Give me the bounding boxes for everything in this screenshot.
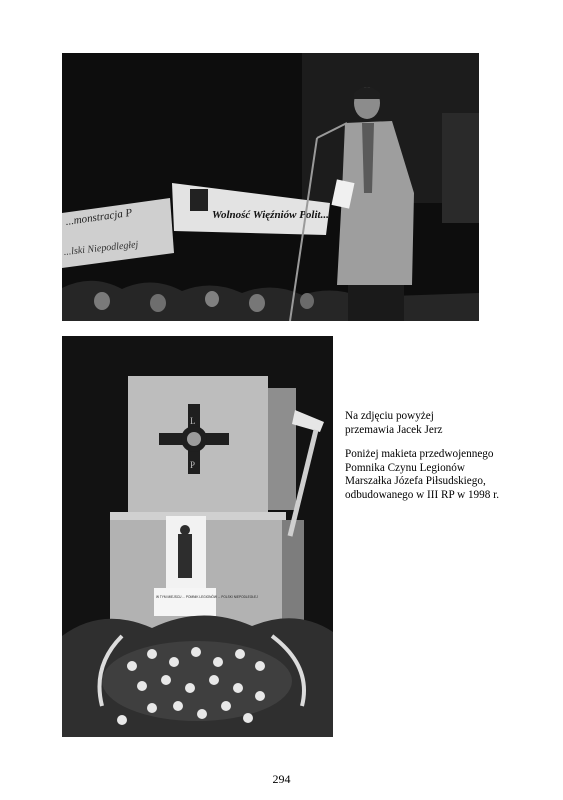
caption-top-photo	[345, 410, 443, 437]
photo-monument-model	[62, 336, 333, 737]
page-number: 294	[272, 772, 291, 786]
plaque-text: W TYM MIEJSCU ... POMNIK LEGIONÓW ... POLSKI NIEPODLEGŁEJ	[156, 595, 258, 599]
caption-bottom-photo	[345, 448, 499, 502]
cross-letter-top: L	[190, 416, 196, 426]
speaker-photo-image	[62, 53, 479, 321]
caption-bottom-line: Poniżej makieta przedwojennego	[345, 448, 494, 460]
caption-bottom-line: Pomnika Czynu Legionów	[345, 461, 465, 474]
banner-left-text: ...monstracja P	[64, 206, 133, 228]
banner-center-text: Wolność Więźniów Polit...	[212, 209, 329, 221]
caption-top-line: Na zdjęciu powyżej	[345, 410, 434, 422]
caption-bottom-line: odbudowanego w III RP w 1998 r.	[345, 488, 500, 501]
banner-left-text-2: ...lski Niepodległej	[63, 239, 139, 258]
monument-photo-image	[62, 336, 333, 737]
cross-letter-bottom: P	[190, 460, 196, 470]
caption-top-line: przemawia Jacek Jerz	[345, 423, 443, 436]
caption-bottom-line: Marszałka Józefa Piłsudskiego,	[345, 475, 486, 488]
photo-speaker-demonstration	[62, 53, 479, 321]
